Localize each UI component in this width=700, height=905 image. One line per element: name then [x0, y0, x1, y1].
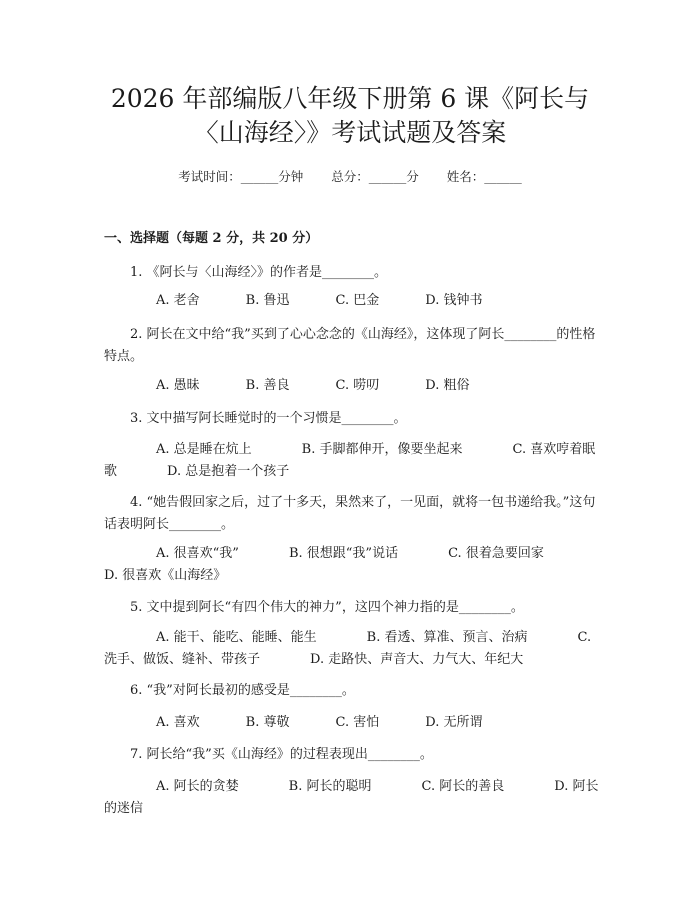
- question-6-stem: 6. “我”对阿长最初的感受是________。: [130, 683, 355, 698]
- option-c: C. 害怕: [335, 715, 380, 730]
- option-d: D. 很喜欢《山海经》: [104, 568, 227, 583]
- question-1-stem: 1. 《阿长与〈山海经〉》的作者是________。: [130, 265, 388, 280]
- question-2-stem: 2. 阿长在文中给“我”买到了心心念念的《山海经》，这体现了阿长________的性格特点。: [104, 327, 596, 364]
- option-b: B. 尊敬: [245, 715, 290, 730]
- question-7-options: [104, 776, 600, 820]
- question-5-options: [104, 627, 600, 671]
- option-a: A. 能干、能吃、能睡、能生: [156, 630, 317, 645]
- question-4-options: [104, 543, 600, 587]
- option-d: D. 无所谓: [425, 715, 483, 730]
- option-d: D. 粗俗: [425, 378, 470, 393]
- question-4-stem: 4. “她告假回家之后，过了十多天，果然来了，一见面，就将一包书递给我。”这句话表明阿长________。: [104, 495, 596, 532]
- question-3-options: [104, 439, 600, 483]
- option-d: D. 走路快、声音大、力气大、年纪大: [310, 652, 524, 667]
- option-a: A. 很喜欢“我”: [156, 546, 239, 561]
- option-d: D. 钱钟书: [425, 293, 483, 308]
- question-1-options: [104, 290, 600, 312]
- option-a: A. 老舍: [156, 293, 200, 308]
- option-b: B. 手脚都伸开，像要坐起来: [301, 442, 463, 457]
- option-c: C. 喜欢哼着眠歌: [104, 442, 596, 479]
- option-c: C. 唠叨: [335, 378, 380, 393]
- option-d: D. 总是抱着一个孩子: [167, 464, 290, 479]
- option-c: C. 阿长的善良: [421, 779, 505, 794]
- option-a: A. 总是睡在炕上: [156, 442, 252, 457]
- option-a: A. 愚昧: [156, 378, 200, 393]
- name-field: 姓名：______: [446, 169, 522, 184]
- title-line-2: 〈山海经〉》考试试题及答案: [193, 118, 507, 147]
- document-title: [60, 82, 640, 150]
- question-2-options: [104, 375, 600, 397]
- total-score-field: 总分：______分: [331, 169, 419, 184]
- exam-meta: [0, 168, 700, 186]
- option-a: A. 阿长的贪婪: [156, 779, 239, 794]
- question-6-options: [104, 712, 600, 734]
- option-c: C. 巴金: [335, 293, 380, 308]
- option-b: B. 很想跟“我”说话: [288, 546, 399, 561]
- option-c: C. 洗手、做饭、缝补、带孩子: [104, 630, 592, 667]
- option-d: D. 阿长的迷信: [104, 779, 599, 816]
- option-a: A. 喜欢: [156, 715, 200, 730]
- option-c: C. 很着急要回家: [448, 546, 544, 561]
- section-heading: 一、选择题（每题 2 分，共 20 分）: [104, 231, 319, 246]
- question-5-stem: 5. 文中提到阿长“有四个伟大的神力”，这四个神力指的是________。: [130, 600, 524, 615]
- question-3-stem: 3. 文中描写阿长睡觉时的一个习惯是________。: [130, 411, 407, 426]
- exam-time-field: 考试时间：______分钟: [178, 169, 304, 184]
- title-line-1: 2026 年部编版八年级下册第 6 课《阿长与: [110, 84, 590, 113]
- option-b: B. 善良: [245, 378, 290, 393]
- option-b: B. 看透、算准、预言、治病: [366, 630, 528, 645]
- question-7-stem: 7. 阿长给“我”买《山海经》的过程表现出________。: [130, 747, 433, 762]
- option-b: B. 阿长的聪明: [288, 779, 372, 794]
- option-b: B. 鲁迅: [245, 293, 290, 308]
